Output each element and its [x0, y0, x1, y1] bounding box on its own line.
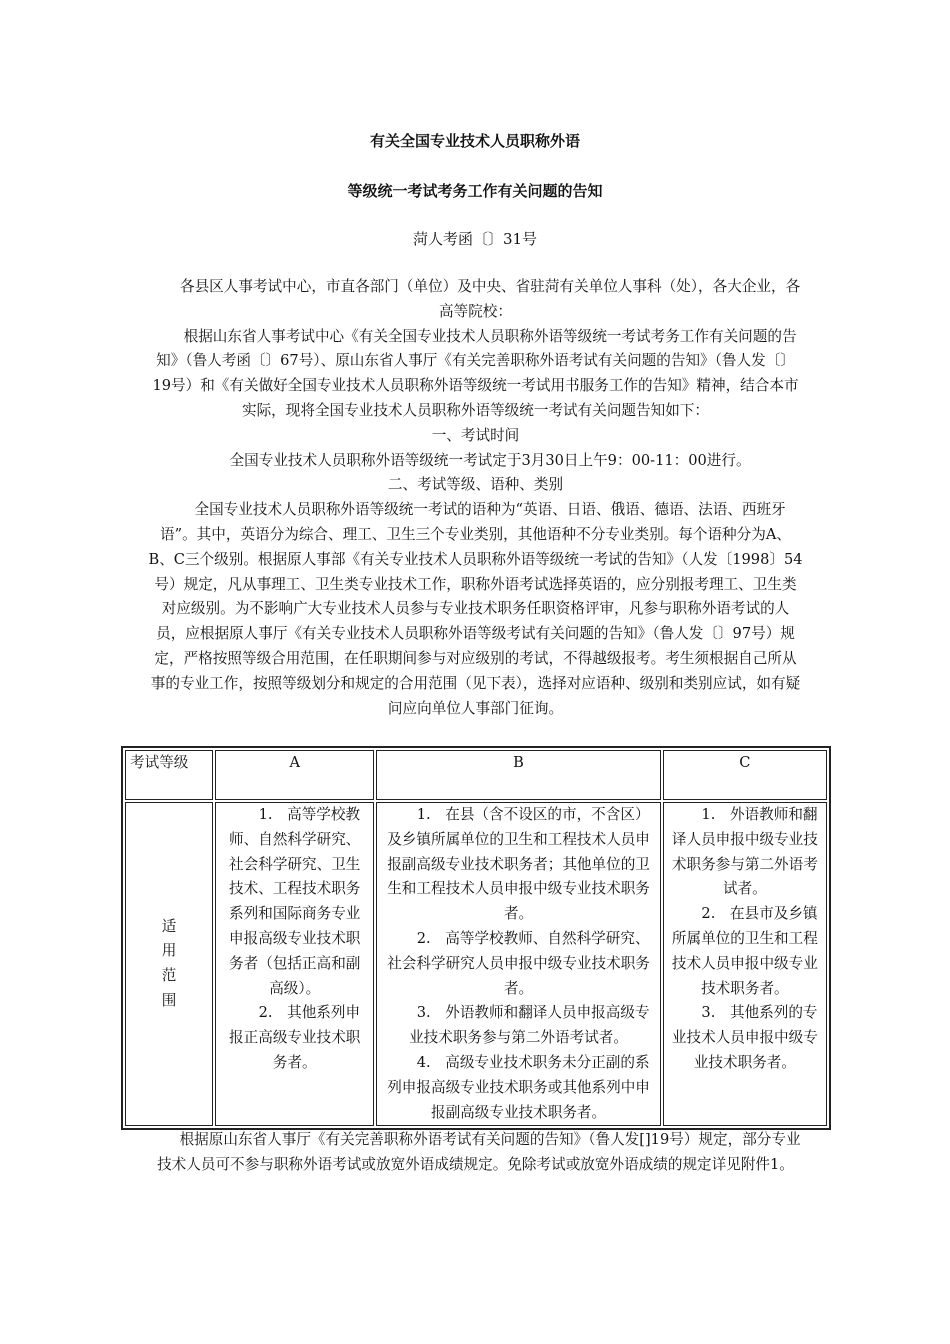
table-header-row — [125, 750, 827, 800]
section-2-heading: 二、考试等级、语种、类别 — [387, 476, 564, 494]
list-item: 2. 高等学校教师、自然科学研究、社会科学研究人员申报中级专业技术职务者。 — [387, 929, 650, 997]
document-number: 菏人考函〔〕31号 — [412, 230, 538, 248]
list-item: 4. 高级专业技术职务未分正副的系列申报高级专业技术职务或其他系列中申报副高级专业技术职务者。 — [387, 1053, 650, 1121]
section-1-heading: 一、考试时间 — [431, 426, 520, 444]
intro-paragraph: 根据山东省人事考试中心《有关全国专业技术人员职称外语等级统一考试考务工作有关问题的告知》（鲁人考函〔〕67号）、原山东省人事厅《有关完善职称外语考试有关问题的告知》（鲁人发〔〕19号）和《有关做好全国专业技术人员职称外语等级统一考试用书服务工作的告知》精神，结合本市实际，现将全国专业技术人员职称外语等级统一考试有关问题告知如下： — [152, 327, 799, 419]
greeting: 各县区人事考试中心，市直各部门（单位）及中央、省驻菏有关单位人事科（处），各大企业，各高等院校： — [179, 278, 801, 320]
title-line-1: 有关全国专业技术人员职称外语 — [369, 132, 580, 150]
list-item: 2. 其他系列申报正高级专业技术职务者。 — [229, 1004, 361, 1071]
section-1-text: 全国专业技术人员职称外语等级统一考试定于3月30日上午9：00-11：00进行。 — [229, 451, 751, 469]
section-2-text: 全国专业技术人员职称外语等级统一考试的语种为“英语、日语、俄语、德语、法语、西班牙语”。其中，英语分为综合、理工、卫生三个专业类别，其他语种不分专业类别。每个语种分为A、B、C三个级别。根据原人事部《有关专业技术人员职称外语等级统一考试的告知》（人发〔1998〕54号）规定，凡从事理工、卫生类专业技术工作，职称外语考试选择英语的，应分别报考理工、卫生类对应级别。为不影响广大专业技术人员参与专业技术职务任职资格评审，凡参与职称外语考试的人员，应根据原人事厅《有关专业技术人员职称外语等级考试有关问题的告知》（鲁人发〔〕97号）规定，严格按照等级合用范围，在任职期间参与对应级别的考试，不得越级报考。考生须根据自己所从事的专业工作，按照等级划分和规定的合用范围（见下表），选择对应语种、级别和类别应试，如有疑问应向单位人事部门征询。 — [148, 501, 803, 717]
table-cell-a — [215, 802, 374, 1126]
document-body — [148, 275, 803, 721]
list-item: 1. 在县（含不设区的市，不含区）及乡镇所属单位的卫生和工程技术人员申报副高级专业技术职务者；其他单位的卫生和工程技术人员申报中级专业技术职务者。 — [387, 806, 650, 923]
table-header-a: A — [215, 750, 374, 800]
table-header-b: B — [376, 750, 660, 800]
exam-level-table — [121, 746, 831, 1130]
row-label-scope: 适 用 范 围 — [125, 802, 213, 1126]
list-item: 3. 外语教师和翻译人员申报高级专业技术职务参与第二外语考试者。 — [409, 1004, 650, 1047]
table-corner-cell: 考试等级 — [125, 750, 213, 800]
table-header-c: C — [663, 750, 827, 800]
title-line-2: 等级统一考试考务工作有关问题的告知 — [347, 182, 603, 200]
table-cell-b — [376, 802, 660, 1126]
table-cell-c — [663, 802, 827, 1126]
list-item: 1. 外语教师和翻译人员申报中级专业技术职务参与第二外语考试者。 — [671, 806, 818, 898]
table-row — [125, 802, 827, 1126]
footer-paragraph: 根据原山东省人事厅《有关完善职称外语考试有关问题的告知》（鲁人发[]19号）规定，部分专业技术人员可不参与职称外语考试或放宽外语成绩规定。免除考试或放宽外语成绩的规定详见附件1。 — [157, 1131, 801, 1173]
list-item: 2. 在县市及乡镇所属单位的卫生和工程技术人员申报中级专业技术职务者。 — [671, 905, 818, 997]
list-item: 1. 高等学校教师、自然科学研究、社会科学研究、卫生技术、工程技术职务系列和国际商务专业申报高级专业技术职务者（包括正高和副高级）。 — [229, 806, 361, 997]
list-item: 3. 其他系列的专业技术人员申报中级专业技术职务者。 — [671, 1004, 818, 1071]
